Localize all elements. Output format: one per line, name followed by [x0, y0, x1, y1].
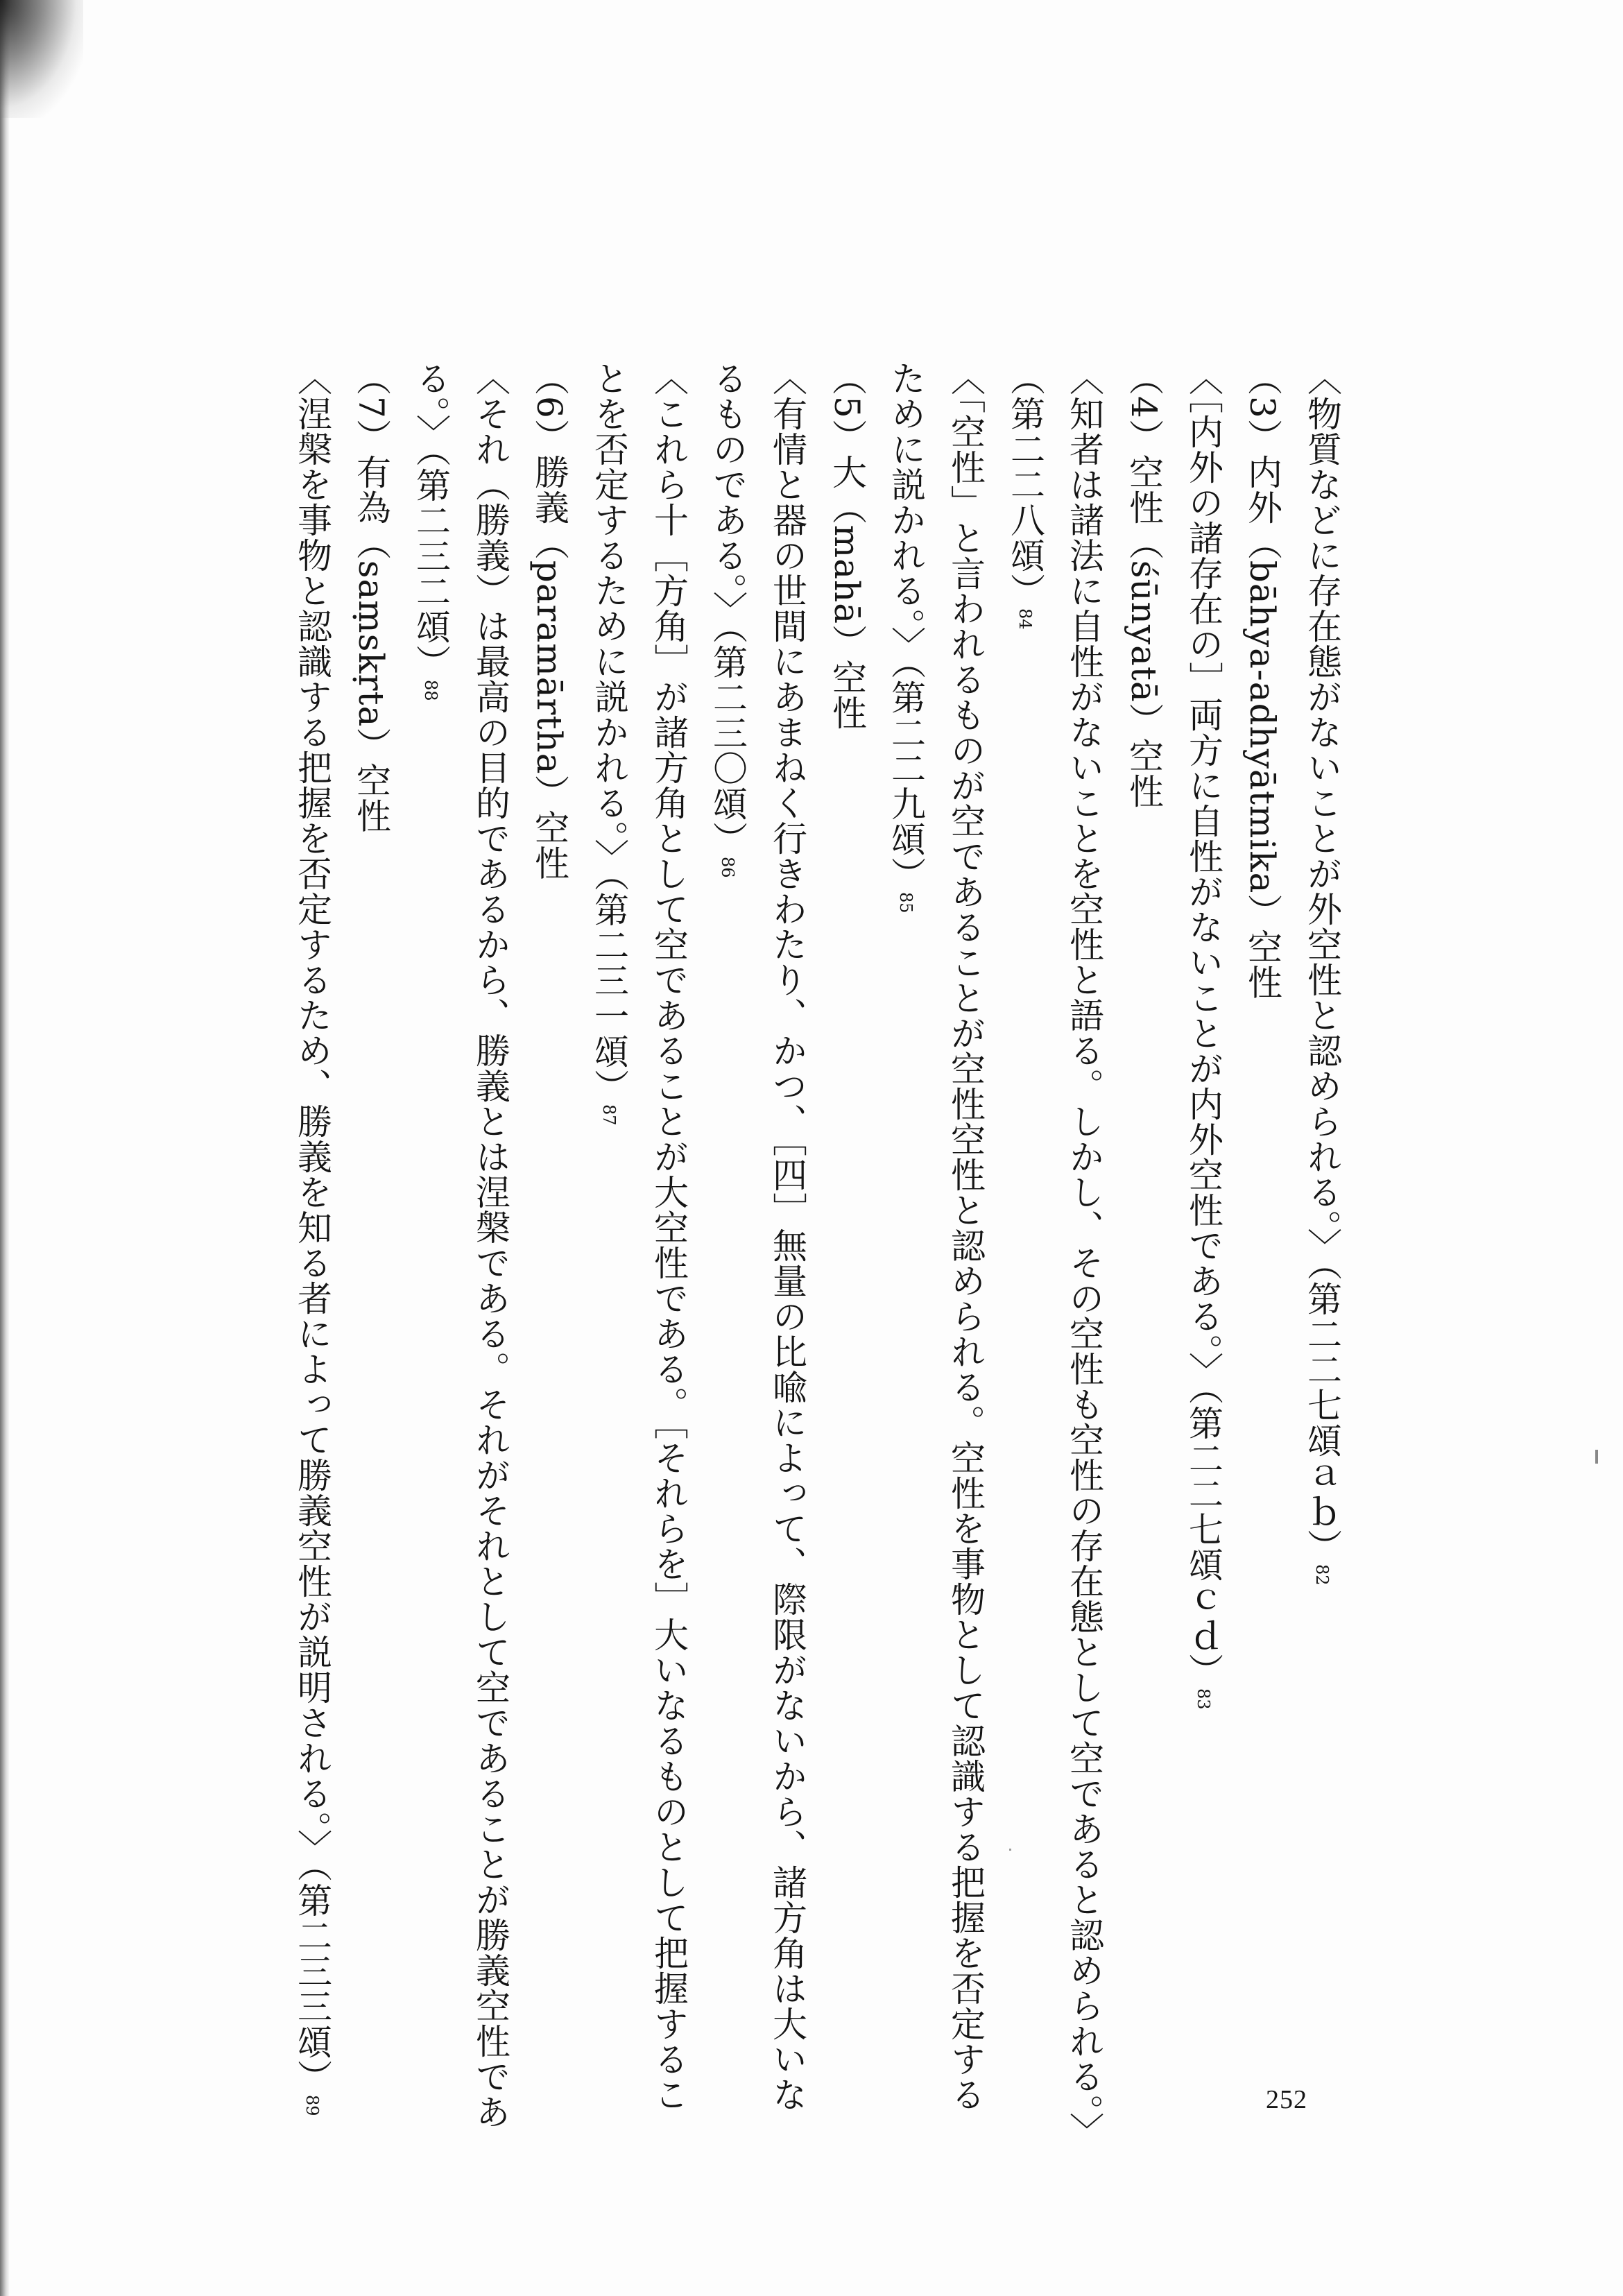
note-ref: 84	[1015, 608, 1035, 630]
text-line: （6）勝義（paramārtha）空性	[529, 361, 569, 881]
text-line: る。〉（第二三二頌）88	[411, 361, 451, 701]
scan-speck	[1595, 1450, 1598, 1464]
text-line: とを否定するために説かれる。〉（第二三一頌）87	[589, 361, 629, 1126]
text-line: るものである。〉（第二三〇頌）86	[707, 361, 748, 878]
note-ref: 88	[421, 680, 440, 701]
page-number: 252	[1266, 2085, 1307, 2114]
text-line: 〈知者は諸法に自性がないことを空性と語る。しかし、その空性も空性の存在態として空であると認められる。〉	[1064, 361, 1104, 2148]
note-ref: 89	[302, 2095, 322, 2116]
scan-edge-shadow	[0, 0, 10, 2296]
text-line: （第二二八頌）84	[1005, 361, 1045, 630]
text-line: 〈これら十［方角］が諸方角として空であることが大空性である。［それらを］大いなるものとして把握するこ	[649, 361, 689, 2112]
text-line: ために説かれる。〉（第二二九頌）85	[886, 361, 926, 914]
text-line: 〈物質などに存在態がないことが外空性と認められる。〉（第二二七頌ａｂ）82	[1302, 361, 1342, 1586]
scan-speck	[1009, 1849, 1011, 1851]
text-line: 〈「空性」と言われるものが空であることが空性空性と認められる。空性を事物として認識する把握を否定する	[945, 361, 986, 2112]
note-ref: 85	[896, 892, 916, 914]
text-line: （7）有為（saṃskṛta）空性	[351, 361, 391, 834]
note-ref: 87	[599, 1104, 619, 1126]
text-line: （5）大（mahā）空性	[827, 361, 867, 731]
text-line: 〈涅槃を事物と認識する把握を否定するため、勝義を知る者によって勝義空性が説明される。〉（第二三三頌）89	[292, 361, 332, 2116]
note-ref: 82	[1312, 1564, 1332, 1586]
text-line: 〈［内外の諸存在の］両方に自性がないことが内外空性である。〉（第二二七頌ｃｄ）83	[1183, 361, 1223, 1710]
text-line: （3）内外（bāhya-adhyātmika）空性	[1242, 361, 1282, 1000]
note-ref: 86	[718, 857, 737, 878]
note-ref: 83	[1194, 1688, 1213, 1710]
text-line: 〈それ（勝義）は最高の目的であるから、勝義とは涅槃である。それがそれとして空であることが勝義空性であ	[470, 361, 510, 2130]
text-line: （4）空性（śūnyatā）空性	[1124, 361, 1164, 809]
text-line: 〈有情と器の世間にあまねく行きわたり、かつ、［四］無量の比喩によって、際限がないから、諸方角は大いな	[767, 361, 807, 2112]
scan-corner-shadow	[0, 0, 83, 118]
